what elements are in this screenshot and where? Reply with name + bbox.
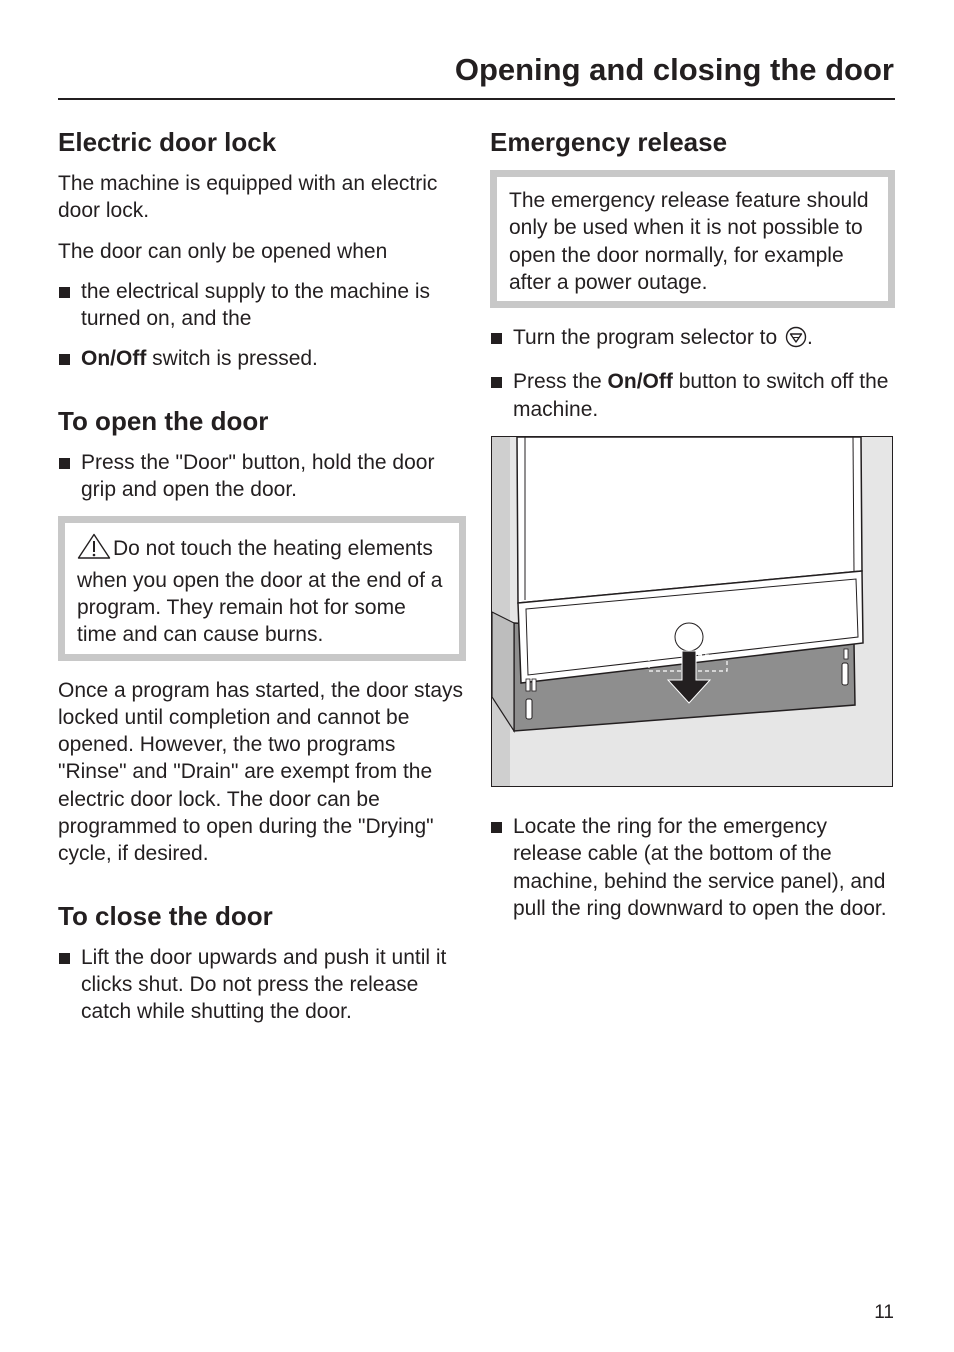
left-column — [58, 126, 466, 1039]
heading-to-close-the-door: To close the door — [58, 900, 273, 931]
emergency-bullet-2 — [490, 368, 895, 423]
emergency-release-illustration — [491, 436, 893, 787]
emergency-bullet-1-text: Turn the program selector to — [513, 326, 784, 350]
heading-electric-door-lock: Electric door lock — [58, 127, 277, 157]
close-bullet-1 — [58, 944, 466, 1026]
right-column — [490, 126, 895, 935]
lock-paragraph-2: The door can only be opened when — [58, 239, 388, 263]
open-paragraph-1: Once a program has started, the door stays locked until completion and cannot be opened. However, the two programs "Rinse" and "Drain" are exempt from the electric door lock. The door can be programmed to open during the "Drying" cycle, if desired. — [58, 678, 464, 866]
warning-triangle-icon — [77, 533, 111, 566]
close-bullet-1-text: Lift the door upwards and push it until it clicks shut. Do not press the release catch while shutting the door. — [81, 945, 447, 1024]
open-bullet-1 — [58, 449, 466, 504]
bullet-square-icon — [59, 458, 70, 469]
lock-bullet-2 — [58, 345, 466, 372]
warning-text: Do not touch the heating elements when you open the door at the end of a program. They remain hot for some time and can cause burns. — [77, 537, 443, 647]
bullet-square-icon — [491, 377, 502, 388]
machine-bottom-illustration — [492, 437, 892, 786]
warning-box — [58, 516, 466, 660]
emergency-bullet-3-text: Locate the ring for the emergency release cable (at the bottom of the machine, behind the service panel), and pull the ring downward to open the door. — [513, 815, 887, 920]
emergency-bullet-3 — [490, 813, 895, 922]
bullet-square-icon — [59, 354, 70, 365]
heading-emergency-release: Emergency release — [490, 127, 728, 157]
page-number: 11 — [874, 1302, 894, 1323]
note-box — [490, 170, 895, 308]
bullet-square-icon — [59, 287, 70, 298]
emergency-bullet-2-pre: Press the — [513, 370, 608, 394]
bullet-square-icon — [59, 953, 70, 964]
title-rule — [58, 98, 895, 100]
bullet-square-icon — [491, 822, 502, 833]
lock-bullet-2-text: switch is pressed. — [146, 347, 318, 371]
drain-symbol-icon — [785, 326, 807, 355]
lock-bullet-1 — [58, 278, 466, 333]
emergency-bullet-2-bold: On/Off — [607, 370, 673, 394]
bullet-square-icon — [491, 333, 502, 344]
open-bullet-1-text: Press the "Door" button, hold the door grip and open the door. — [81, 450, 435, 502]
lock-bullet-1-text: the electrical supply to the machine is turned on, and the — [81, 279, 431, 331]
emergency-bullet-2-text: button to switch off the machine. — [513, 370, 889, 421]
page-title: Opening and closing the door — [454, 52, 894, 87]
emergency-bullet-1 — [490, 324, 895, 355]
heading-to-open-the-door: To open the door — [58, 405, 269, 436]
emergency-bullet-1-end: . — [807, 326, 813, 350]
note-text: The emergency release feature should only be used when it is not possible to open the door normally, for example after a power outage. — [509, 189, 869, 294]
lock-bullet-2-bold: On/Off — [81, 347, 147, 371]
lock-paragraph-1: The machine is equipped with an electric door lock. — [58, 172, 438, 223]
